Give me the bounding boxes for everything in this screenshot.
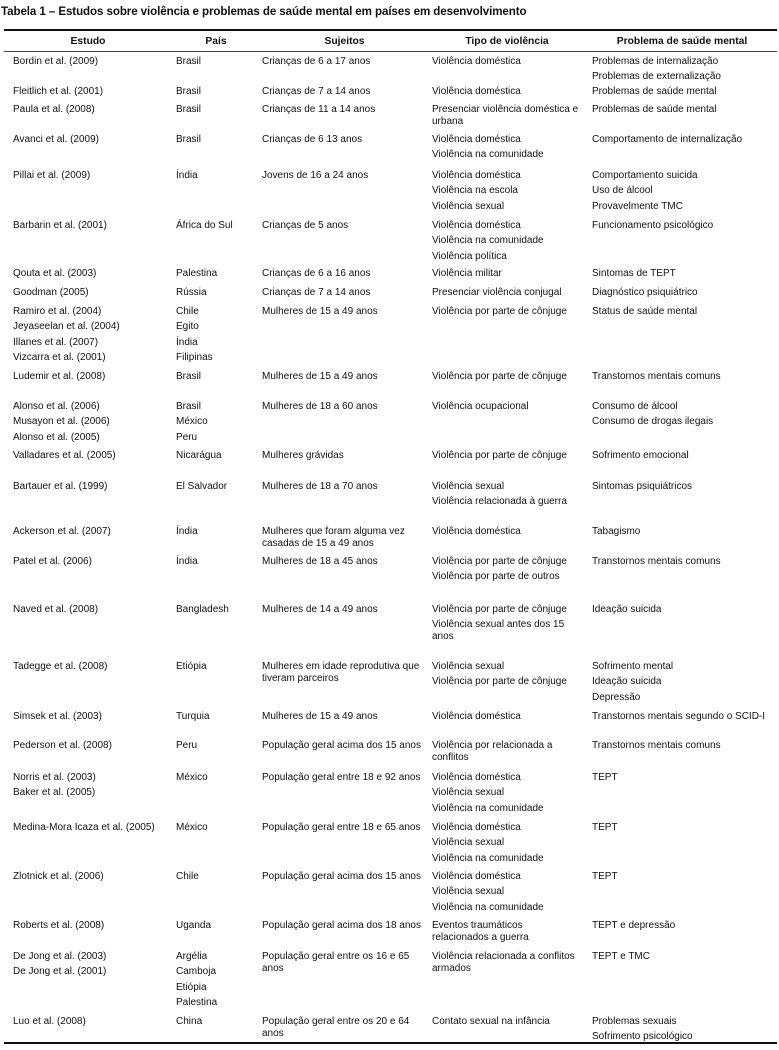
- cell-tipo-line: Violência sexual: [432, 661, 505, 672]
- cell-tipo-line: Violência na comunidade: [432, 901, 544, 913]
- cell-estudo-line: Vizcarra et al. (2001): [13, 352, 106, 364]
- cell-problema: [592, 170, 772, 216]
- cell-tipo-line: Violência na comunidade: [432, 235, 544, 247]
- cell-pais: [176, 450, 256, 465]
- cell-tipo-line: Violência relacionada a conflitos armados: [432, 951, 575, 974]
- cell-pais: [176, 56, 256, 71]
- cell-estudo: [13, 711, 163, 726]
- cell-pais: [176, 287, 256, 302]
- cell-problema-line: Problemas de saúde mental: [592, 86, 717, 97]
- cell-tipo: [432, 772, 582, 818]
- cell-tipo: [432, 822, 582, 868]
- cell-tipo: [432, 287, 582, 302]
- cell-pais: [176, 401, 256, 447]
- cell-estudo: [13, 740, 163, 755]
- cell-tipo: [432, 170, 582, 216]
- cell-tipo-line: Violência por parte de cônjuge: [432, 556, 567, 567]
- cell-tipo: [432, 56, 582, 71]
- cell-problema-line: Sofrimento psicológico: [592, 1031, 693, 1043]
- cell-tipo: [432, 740, 582, 767]
- cell-problema-line: Comportamento suicida: [592, 170, 698, 181]
- cell-pais: [176, 170, 256, 185]
- cell-pais: [176, 871, 256, 886]
- cell-pais-line: Argélia: [176, 951, 208, 962]
- cell-pais: [176, 306, 256, 368]
- cell-problema: [592, 711, 772, 726]
- cell-sujeitos: [262, 450, 427, 465]
- cell-problema-line: Provavelmente TMC: [592, 200, 683, 212]
- cell-tipo: [432, 86, 582, 101]
- cell-estudo-line: Roberts et al. (2008): [13, 920, 105, 931]
- cell-tipo: [432, 1016, 582, 1031]
- cell-estudo-line: Fleitlich et al. (2001): [13, 86, 104, 97]
- cell-sujeitos-line: Mulheres de 15 a 49 anos: [262, 306, 378, 317]
- header-problema: Problema de saúde mental: [616, 36, 748, 47]
- cell-tipo-line: Contato sexual na infância: [432, 1016, 550, 1027]
- cell-pais: [176, 104, 256, 119]
- cell-estudo-line: Alonso et al. (2005): [13, 431, 100, 443]
- cell-tipo: [432, 604, 582, 646]
- cell-tipo: [432, 450, 582, 465]
- top-rule: [4, 29, 777, 31]
- cell-sujeitos-line: Mulheres de 18 a 60 anos: [262, 401, 378, 412]
- cell-pais-line: Egito: [176, 321, 199, 333]
- cell-problema: [592, 481, 772, 496]
- cell-problema-line: Uso de álcool: [592, 185, 653, 197]
- cell-problema-line: Sintomas psiquiátricos: [592, 481, 693, 492]
- cell-tipo-line: Violência sexual: [432, 200, 505, 212]
- cell-tipo-line: Violência por parte de cônjuge: [432, 371, 567, 382]
- cell-sujeitos: [262, 371, 427, 386]
- cell-problema-line: Sintomas de TEPT: [592, 268, 676, 279]
- cell-pais: [176, 772, 256, 787]
- cell-sujeitos: [262, 740, 427, 755]
- cell-sujeitos: [262, 526, 427, 553]
- cell-sujeitos: [262, 220, 427, 235]
- cell-estudo-line: Tadegge et al. (2008): [13, 661, 108, 672]
- cell-problema-line: TEPT: [592, 822, 618, 833]
- cell-pais-line: Turquia: [176, 711, 210, 722]
- cell-sujeitos-line: Crianças de 11 a 14 anos: [262, 104, 376, 115]
- header-pais: País: [205, 36, 227, 47]
- cell-estudo-line: Valladares et al. (2005): [13, 450, 116, 461]
- cell-problema-line: TEPT: [592, 871, 618, 882]
- cell-pais: [176, 822, 256, 837]
- header-tipo: Tipo de violência: [465, 36, 549, 47]
- cell-tipo-line: Violência na comunidade: [432, 852, 544, 864]
- cell-sujeitos-line: Mulheres de 15 a 49 anos: [262, 371, 378, 382]
- cell-problema: [592, 86, 772, 101]
- bottom-rule: [4, 1042, 777, 1044]
- cell-problema-line: Problemas de externalização: [592, 71, 721, 83]
- cell-pais-line: Palestina: [176, 997, 218, 1009]
- cell-estudo: [13, 134, 163, 149]
- cell-sujeitos: [262, 604, 427, 619]
- cell-problema-line: Sofrimento mental: [592, 661, 674, 672]
- cell-sujeitos-line: Mulheres de 14 a 49 anos: [262, 604, 378, 615]
- cell-problema: [592, 871, 772, 886]
- cell-estudo-line: Bartauer et al. (1999): [13, 481, 108, 492]
- cell-estudo-line: De Jong et al. (2001): [13, 966, 107, 978]
- cell-problema-line: Ideação suicida: [592, 604, 662, 615]
- cell-problema-line: Problemas sexuais: [592, 1016, 677, 1027]
- cell-tipo: [432, 104, 582, 131]
- cell-problema-line: Tabagismo: [592, 526, 641, 537]
- cell-estudo-line: Qouta et al. (2003): [13, 268, 97, 279]
- cell-problema: [592, 450, 772, 465]
- cell-tipo: [432, 481, 582, 512]
- cell-sujeitos: [262, 401, 427, 416]
- cell-tipo-line: Violência sexual: [432, 837, 505, 849]
- cell-sujeitos: [262, 104, 427, 119]
- cell-pais-line: Índia: [176, 556, 198, 567]
- cell-problema-line: Transtornos mentais comuns: [592, 371, 721, 382]
- cell-tipo-line: Violência na comunidade: [432, 802, 544, 814]
- cell-problema-line: Transtornos mentais comuns: [592, 740, 721, 751]
- cell-sujeitos: [262, 306, 427, 321]
- cell-sujeitos: [262, 661, 427, 688]
- cell-pais-line: Rússia: [176, 287, 207, 298]
- cell-problema: [592, 287, 772, 302]
- cell-pais: [176, 220, 256, 235]
- cell-estudo-line: Luo et al. (2008): [13, 1016, 86, 1027]
- cell-estudo-line: Medina-Mora Icaza et al. (2005): [13, 822, 155, 833]
- cell-tipo-line: Violência por parte de cônjuge: [432, 450, 567, 461]
- cell-pais-line: El Salvador: [176, 481, 228, 492]
- cell-sujeitos-line: Crianças de 7 a 14 anos: [262, 287, 371, 298]
- cell-sujeitos-line: Crianças de 7 a 14 anos: [262, 86, 371, 97]
- cell-tipo: [432, 526, 582, 541]
- cell-sujeitos-line: Crianças de 5 anos: [262, 220, 349, 231]
- cell-tipo-line: Violência na escola: [432, 185, 518, 197]
- cell-tipo-line: Violência doméstica: [432, 134, 521, 145]
- cell-problema: [592, 822, 772, 837]
- cell-estudo: [13, 287, 163, 302]
- cell-sujeitos-line: População geral entre os 16 e 65 anos: [262, 951, 410, 974]
- cell-estudo: [13, 920, 163, 935]
- cell-pais-line: Chile: [176, 871, 199, 882]
- cell-estudo: [13, 481, 163, 496]
- cell-tipo: [432, 951, 582, 978]
- cell-problema: [592, 526, 772, 541]
- cell-estudo: [13, 220, 163, 235]
- cell-problema-line: Status de saúde mental: [592, 306, 698, 317]
- cell-pais: [176, 604, 256, 619]
- cell-estudo-line: Paula et al. (2008): [13, 104, 95, 115]
- cell-problema: [592, 604, 772, 619]
- cell-problema-line: Ideação suicida: [592, 676, 662, 688]
- cell-problema: [592, 268, 772, 283]
- cell-estudo-line: Pederson et al. (2008): [13, 740, 112, 751]
- cell-pais-line: Etiópia: [176, 661, 207, 672]
- cell-tipo-line: Violência por parte de cônjuge: [432, 306, 567, 317]
- cell-pais-line: Camboja: [176, 966, 217, 978]
- cell-problema-line: TEPT e depressão: [592, 920, 676, 931]
- cell-sujeitos-line: População geral acima dos 15 anos: [262, 871, 421, 882]
- cell-estudo: [13, 268, 163, 283]
- cell-sujeitos-line: Mulheres de 18 a 45 anos: [262, 556, 378, 567]
- cell-estudo-line: Jeyaseelan et al. (2004): [13, 321, 120, 333]
- cell-pais-line: Brasil: [176, 371, 202, 382]
- cell-sujeitos-line: População geral entre os 20 e 64 anos: [262, 1016, 410, 1039]
- cell-pais: [176, 526, 256, 541]
- cell-tipo-line: Eventos traumáticos relacionados a guerra: [432, 920, 529, 943]
- cell-estudo-line: Bordin et al. (2009): [13, 56, 99, 67]
- cell-tipo-line: Violência sexual: [432, 886, 505, 898]
- cell-sujeitos-line: População geral acima dos 18 anos: [262, 920, 421, 931]
- cell-estudo: [13, 1016, 163, 1031]
- cell-estudo: [13, 871, 163, 886]
- cell-problema: [592, 104, 772, 119]
- cell-pais-line: Uganda: [176, 920, 212, 931]
- cell-estudo-line: Avanci et al. (2009): [13, 134, 99, 145]
- cell-estudo-line: Zlotnick et al. (2006): [13, 871, 104, 882]
- cell-problema-line: Diagnóstico psiquiátrico: [592, 287, 698, 298]
- cell-estudo-line: Ackerson et al. (2007): [13, 526, 111, 537]
- cell-sujeitos-line: Crianças de 6 a 17 anos: [262, 56, 371, 67]
- cell-problema-line: Transtornos mentais segundo o SCID-I: [592, 711, 766, 722]
- cell-problema-line: Consumo de álcool: [592, 401, 678, 412]
- cell-problema-line: Comportamento de internalização: [592, 134, 743, 145]
- cell-sujeitos-line: Mulheres grávidas: [262, 450, 344, 461]
- cell-tipo-line: Violência doméstica: [432, 772, 521, 783]
- cell-estudo: [13, 56, 163, 71]
- cell-tipo-line: Violência sexual: [432, 481, 505, 492]
- cell-pais-line: Bangladesh: [176, 604, 229, 615]
- cell-sujeitos-line: População geral entre 18 e 92 anos: [262, 772, 421, 783]
- cell-sujeitos: [262, 920, 427, 935]
- cell-sujeitos-line: Mulheres em idade reprodutiva que tiveram parceiros: [262, 661, 420, 684]
- cell-pais: [176, 951, 256, 1013]
- cell-problema-line: Transtornos mentais comuns: [592, 556, 721, 567]
- cell-pais-line: Etiópia: [176, 981, 207, 993]
- cell-estudo-line: Ramiro et al. (2004): [13, 306, 102, 317]
- cell-problema-line: Sofrimento emocional: [592, 450, 689, 461]
- cell-sujeitos: [262, 170, 427, 185]
- cell-sujeitos: [262, 822, 427, 837]
- cell-estudo-line: Alonso et al. (2006): [13, 401, 100, 412]
- cell-tipo-line: Violência doméstica: [432, 526, 521, 537]
- cell-sujeitos-line: Jovens de 16 a 24 anos: [262, 170, 369, 181]
- cell-pais: [176, 268, 256, 283]
- cell-problema: [592, 371, 772, 386]
- cell-tipo-line: Presenciar violência doméstica e urbana: [432, 104, 579, 127]
- cell-estudo-line: Baker et al. (2005): [13, 787, 96, 799]
- cell-problema-line: Consumo de drogas ilegais: [592, 416, 714, 428]
- cell-estudo-line: Musayon et al. (2006): [13, 416, 110, 428]
- cell-sujeitos: [262, 711, 427, 726]
- header-sujeitos: Sujeitos: [324, 36, 365, 47]
- table-title: Tabela 1 – Estudos sobre violência e problemas de saúde mental em países em desenvolvimento: [1, 5, 527, 18]
- cell-pais: [176, 371, 256, 386]
- cell-pais-line: Filipinas: [176, 352, 213, 364]
- cell-tipo-line: Violência por parte de outros: [432, 571, 560, 583]
- cell-pais: [176, 920, 256, 935]
- cell-estudo: [13, 371, 163, 386]
- cell-estudo: [13, 556, 163, 571]
- cell-sujeitos: [262, 556, 427, 571]
- cell-problema: [592, 556, 772, 571]
- header-rule: [4, 51, 777, 52]
- cell-pais: [176, 711, 256, 726]
- cell-tipo-line: Violência relacionada à guerra: [432, 496, 567, 508]
- cell-estudo-line: Ludemir et al. (2008): [13, 371, 106, 382]
- cell-tipo-line: Violência doméstica: [432, 220, 521, 231]
- cell-estudo: [13, 450, 163, 465]
- cell-pais-line: Brasil: [176, 56, 202, 67]
- cell-problema: [592, 401, 772, 432]
- cell-estudo: [13, 401, 163, 447]
- cell-tipo-line: Violência doméstica: [432, 170, 521, 181]
- cell-problema: [592, 661, 772, 707]
- cell-tipo-line: Violência política: [432, 250, 507, 262]
- cell-tipo: [432, 871, 582, 917]
- cell-pais-line: México: [176, 772, 208, 783]
- cell-tipo-line: Violência militar: [432, 268, 502, 279]
- cell-problema-line: TEPT: [592, 772, 618, 783]
- cell-sujeitos-line: População geral acima dos 15 anos: [262, 740, 421, 751]
- cell-tipo: [432, 556, 582, 587]
- cell-tipo-line: Violência doméstica: [432, 56, 521, 67]
- cell-sujeitos: [262, 287, 427, 302]
- cell-pais-line: China: [176, 1016, 203, 1027]
- cell-problema: [592, 920, 772, 935]
- cell-sujeitos: [262, 481, 427, 496]
- cell-pais-line: Peru: [176, 740, 198, 751]
- cell-pais-line: Chile: [176, 306, 199, 317]
- cell-tipo-line: Violência doméstica: [432, 86, 521, 97]
- cell-estudo-line: Illanes et al. (2007): [13, 336, 99, 348]
- cell-tipo-line: Presenciar violência conjugal: [432, 287, 562, 298]
- cell-sujeitos: [262, 86, 427, 101]
- cell-tipo-line: Violência por parte de cônjuge: [432, 604, 567, 615]
- cell-pais-line: Índia: [176, 526, 198, 537]
- cell-pais-line: Índia: [176, 336, 198, 348]
- cell-estudo: [13, 951, 163, 982]
- cell-pais-line: Peru: [176, 431, 198, 443]
- cell-problema-line: Funcionamento psicológico: [592, 220, 714, 231]
- cell-pais: [176, 740, 256, 755]
- cell-pais-line: México: [176, 416, 208, 428]
- cell-pais: [176, 1016, 256, 1031]
- cell-tipo: [432, 268, 582, 283]
- cell-tipo: [432, 220, 582, 266]
- cell-pais: [176, 661, 256, 676]
- cell-pais-line: Palestina: [176, 268, 218, 279]
- cell-pais: [176, 134, 256, 149]
- cell-problema: [592, 951, 772, 966]
- cell-sujeitos: [262, 772, 427, 787]
- cell-estudo: [13, 306, 163, 368]
- cell-tipo-line: Violência doméstica: [432, 871, 521, 882]
- cell-tipo: [432, 306, 582, 321]
- cell-tipo: [432, 711, 582, 726]
- cell-tipo: [432, 401, 582, 416]
- cell-sujeitos: [262, 268, 427, 283]
- cell-sujeitos-line: Crianças de 6 a 16 anos: [262, 268, 371, 279]
- cell-pais-line: Brasil: [176, 104, 202, 115]
- cell-pais-line: Brasil: [176, 86, 202, 97]
- cell-sujeitos: [262, 1016, 427, 1043]
- cell-tipo: [432, 920, 582, 947]
- cell-tipo: [432, 661, 582, 692]
- cell-pais-line: Nicarágua: [176, 450, 222, 461]
- cell-tipo-line: Violência doméstica: [432, 822, 521, 833]
- cell-estudo: [13, 86, 163, 101]
- cell-tipo-line: Violência por parte de cônjuge: [432, 676, 567, 688]
- cell-estudo-line: Pillai et al. (2009): [13, 170, 91, 181]
- cell-estudo: [13, 822, 163, 837]
- cell-estudo: [13, 661, 163, 676]
- cell-sujeitos-line: Mulheres que foram alguma vez casadas de 15 a 49 anos: [262, 526, 405, 549]
- cell-sujeitos: [262, 134, 427, 149]
- cell-pais: [176, 481, 256, 496]
- cell-estudo-line: Patel et al. (2006): [13, 556, 92, 567]
- cell-pais-line: Índia: [176, 170, 198, 181]
- cell-sujeitos-line: Crianças de 6 13 anos: [262, 134, 363, 145]
- cell-sujeitos-line: População geral entre 18 e 65 anos: [262, 822, 421, 833]
- cell-problema: [592, 134, 772, 149]
- cell-pais: [176, 556, 256, 571]
- cell-tipo: [432, 134, 582, 165]
- cell-estudo: [13, 772, 163, 803]
- cell-estudo-line: Simsek et al. (2003): [13, 711, 102, 722]
- cell-pais-line: México: [176, 822, 208, 833]
- cell-tipo-line: Violência por relacionada a conflitos: [432, 740, 553, 763]
- cell-estudo: [13, 104, 163, 119]
- cell-problema: [592, 220, 772, 235]
- cell-pais-line: África do Sul: [176, 220, 233, 231]
- cell-tipo-line: Violência doméstica: [432, 711, 521, 722]
- cell-problema-line: Problemas de internalização: [592, 56, 719, 67]
- cell-estudo-line: Norris et al. (2003): [13, 772, 96, 783]
- cell-estudo-line: Naved et al. (2008): [13, 604, 99, 615]
- cell-tipo-line: Violência sexual antes dos 15 anos: [432, 619, 565, 642]
- cell-estudo: [13, 170, 163, 185]
- cell-problema-line: Depressão: [592, 691, 641, 703]
- cell-pais-line: Brasil: [176, 134, 202, 145]
- cell-problema: [592, 772, 772, 787]
- cell-sujeitos: [262, 56, 427, 71]
- cell-tipo-line: Violência na comunidade: [432, 149, 544, 161]
- cell-tipo-line: Violência ocupacional: [432, 401, 529, 412]
- cell-estudo-line: Goodman (2005): [13, 287, 89, 298]
- cell-estudo: [13, 526, 163, 541]
- cell-problema-line: Problemas de saúde mental: [592, 104, 717, 115]
- cell-sujeitos-line: Mulheres de 18 a 70 anos: [262, 481, 378, 492]
- cell-estudo: [13, 604, 163, 619]
- cell-pais-line: Brasil: [176, 401, 202, 412]
- cell-pais: [176, 86, 256, 101]
- header-estudo: Estudo: [70, 36, 106, 47]
- cell-sujeitos: [262, 871, 427, 886]
- cell-estudo-line: Barbarin et al. (2001): [13, 220, 107, 231]
- cell-tipo: [432, 371, 582, 386]
- cell-sujeitos: [262, 951, 427, 978]
- cell-problema: [592, 306, 772, 321]
- cell-problema: [592, 56, 772, 87]
- cell-sujeitos-line: Mulheres de 15 a 49 anos: [262, 711, 378, 722]
- cell-problema: [592, 740, 772, 755]
- cell-problema-line: TEPT e TMC: [592, 951, 650, 962]
- cell-tipo-line: Violência sexual: [432, 787, 505, 799]
- cell-estudo-line: De Jong et al. (2003): [13, 951, 107, 962]
